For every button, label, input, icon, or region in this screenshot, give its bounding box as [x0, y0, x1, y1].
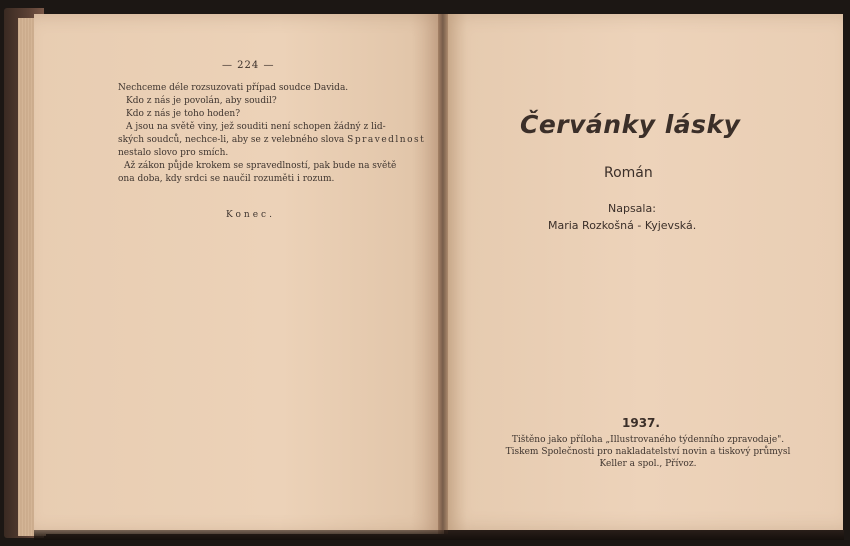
imprint-line: Tiskem Společnosti pro nakladatelství novin a tiskový průmysl — [505, 447, 791, 457]
text-line-part: ských soudců, nechce-li, aby se z velebného slova — [118, 135, 345, 145]
publication-year: 1937. — [622, 416, 660, 430]
imprint-line: Tištěno jako příloha „Illustrovaného týdenního zpravodaje". — [511, 435, 785, 445]
text-line: ona doba, kdy srdci se naučil rozuměti i rozum. — [118, 174, 335, 184]
closing-text — [118, 82, 426, 186]
book-title: Červánky lásky — [520, 110, 741, 139]
end-marker: Konec. — [226, 210, 275, 220]
page-bottom-edge — [34, 530, 844, 540]
text-line: Nechceme déle rozsuzovati případ soudce Davida. — [118, 83, 349, 93]
text-line: Kdo z nás je povolán, aby soudil? — [126, 96, 277, 106]
text-line: Až zákon půjde krokem se spravedlností, pak bude na světě — [124, 161, 397, 171]
imprint — [488, 434, 808, 470]
spaced-word: Spravedlnost — [347, 135, 426, 145]
book-genre: Román — [604, 165, 653, 181]
text-line: A jsou na světě viny, jež souditi není schopen žádný z lid- — [126, 122, 386, 132]
imprint-line: Keller a spol., Přívoz. — [599, 459, 697, 469]
author-label: Napsala: — [608, 202, 656, 215]
text-line: Kdo z nás je toho hoden? — [126, 109, 241, 119]
text-line — [118, 134, 426, 147]
page-number: — 224 — — [222, 60, 275, 71]
author-name: Maria Rozkošná - Kyjevská. — [548, 219, 697, 232]
book-gutter — [438, 14, 448, 534]
text-line: nestalo slovo pro smích. — [118, 148, 229, 158]
